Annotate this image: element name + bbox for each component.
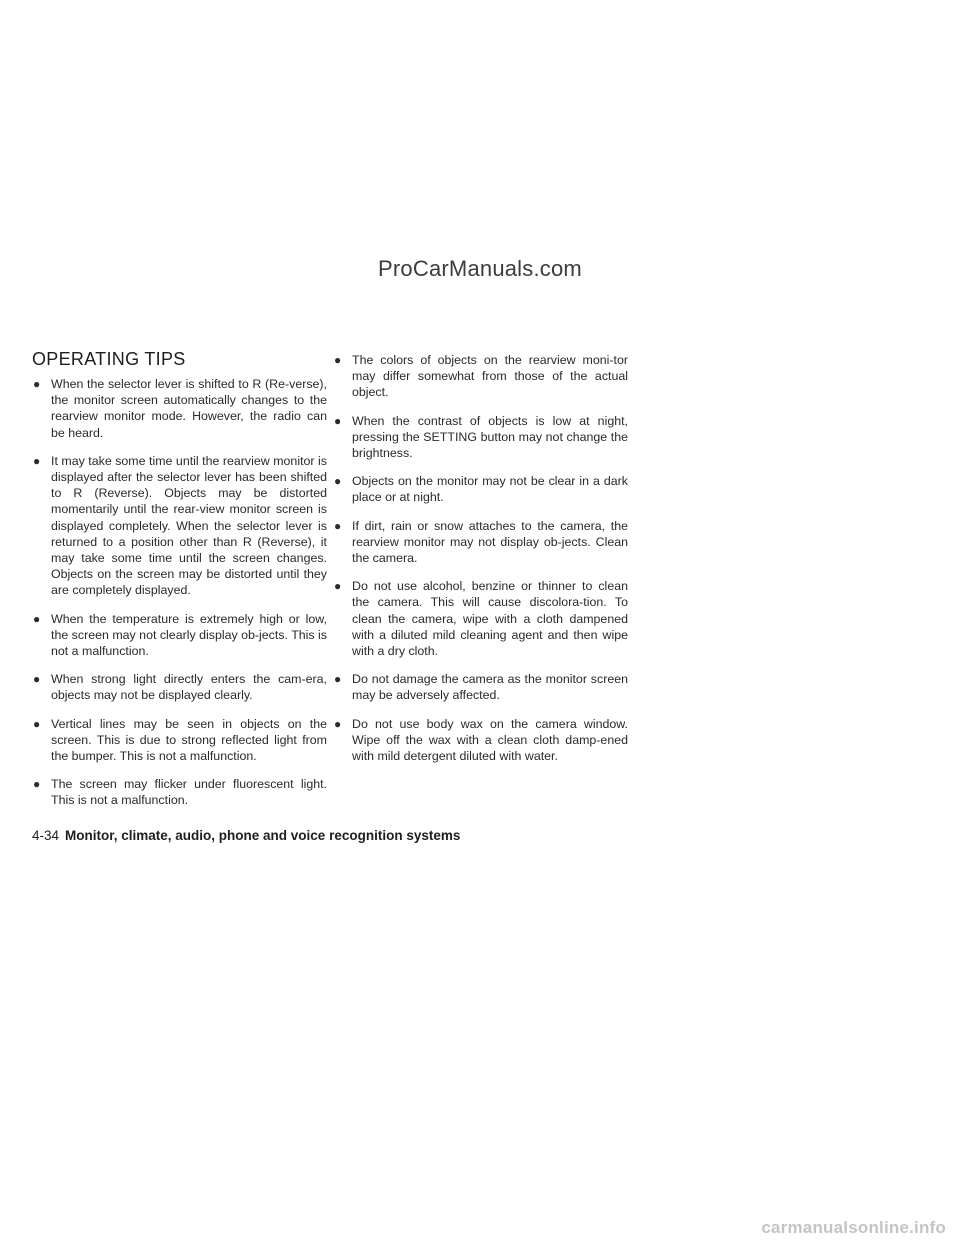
watermark-procarmanuals: ProCarManuals.com xyxy=(378,256,582,281)
list-item xyxy=(334,413,628,462)
bullet-icon: ● xyxy=(334,518,342,533)
list-item-text: When the temperature is extremely high or low, the screen may not clearly display ob-jects. This is not a malfunction. xyxy=(51,611,327,659)
watermark-carmanualsonline: carmanualsonline.info xyxy=(761,1218,946,1237)
list-item xyxy=(33,376,327,441)
bullet-icon: ● xyxy=(334,716,342,731)
list-item xyxy=(33,671,327,703)
list-item xyxy=(334,518,628,567)
list-item xyxy=(334,716,628,765)
bullet-icon: ● xyxy=(33,777,41,792)
list-item xyxy=(33,716,327,765)
list-item-text: If dirt, rain or snow attaches to the camera, the rearview monitor may not display ob-jects. Clean the camera. xyxy=(352,518,628,566)
list-item xyxy=(334,671,628,703)
list-item-text: The screen may flicker under fluorescent light. This is not a malfunction. xyxy=(51,777,327,808)
bullet-icon: ● xyxy=(33,611,41,626)
bullet-icon: ● xyxy=(33,377,41,391)
bullet-icon: ● xyxy=(334,413,342,428)
left-column xyxy=(33,376,327,821)
page-number: 4-34 xyxy=(32,828,60,843)
chapter-title: Monitor, climate, audio, phone and voice recognition systems xyxy=(65,828,461,843)
bullet-icon: ● xyxy=(334,474,342,489)
bullet-icon: ● xyxy=(334,353,342,367)
list-item-text: Objects on the monitor may not be clear in a dark place or at night. xyxy=(352,474,628,505)
list-item-text: When the contrast of objects is low at night, pressing the SETTING button may not change the brightness. xyxy=(352,413,628,461)
list-item xyxy=(334,352,628,401)
page-footer xyxy=(32,828,460,843)
list-item-text: The colors of objects on the rearview moni-tor may differ somewhat from those of the actual object. xyxy=(352,353,628,400)
list-item-text: It may take some time until the rearview monitor is displayed after the selector lever has been shifted to R (Reverse). Objects may be distorted momentarily until the rear-view monitor screen is displayed completely. When the selector lever is returned to a position other than R (Reverse), it may take some time until the screen changes. Objects on the screen may be distorted until they are completely displayed. xyxy=(51,453,327,598)
bullet-icon: ● xyxy=(33,716,41,731)
bullet-icon: ● xyxy=(33,453,41,468)
list-item xyxy=(334,578,628,659)
bullet-icon: ● xyxy=(334,579,342,594)
list-item-text: Do not damage the camera as the monitor screen may be adversely affected. xyxy=(352,672,628,703)
list-item xyxy=(33,611,327,660)
list-item xyxy=(334,473,628,505)
list-item-text: Do not use alcohol, benzine or thinner to clean the camera. This will cause discolora-tion. To clean the camera, wipe with a cloth dampened with a diluted mild cleaning agent and then wipe with a dry cloth. xyxy=(352,579,628,659)
bullet-icon: ● xyxy=(33,672,41,687)
list-item xyxy=(33,776,327,808)
section-title: OPERATING TIPS xyxy=(32,349,186,369)
list-item-text: When strong light directly enters the cam-era, objects may not be displayed clearly. xyxy=(51,672,327,703)
bullet-icon: ● xyxy=(334,672,342,687)
list-item-text: Vertical lines may be seen in objects on the screen. This is due to strong reflected light from the bumper. This is not a malfunction. xyxy=(51,716,327,764)
right-column xyxy=(334,352,628,776)
list-item-text: Do not use body wax on the camera window. Wipe off the wax with a clean cloth damp-ened with mild detergent diluted with water. xyxy=(352,716,628,764)
list-item xyxy=(33,453,327,599)
list-item-text: When the selector lever is shifted to R (Re-verse), the monitor screen automatically changes to the rearview monitor mode. However, the radio can be heard. xyxy=(51,377,327,440)
